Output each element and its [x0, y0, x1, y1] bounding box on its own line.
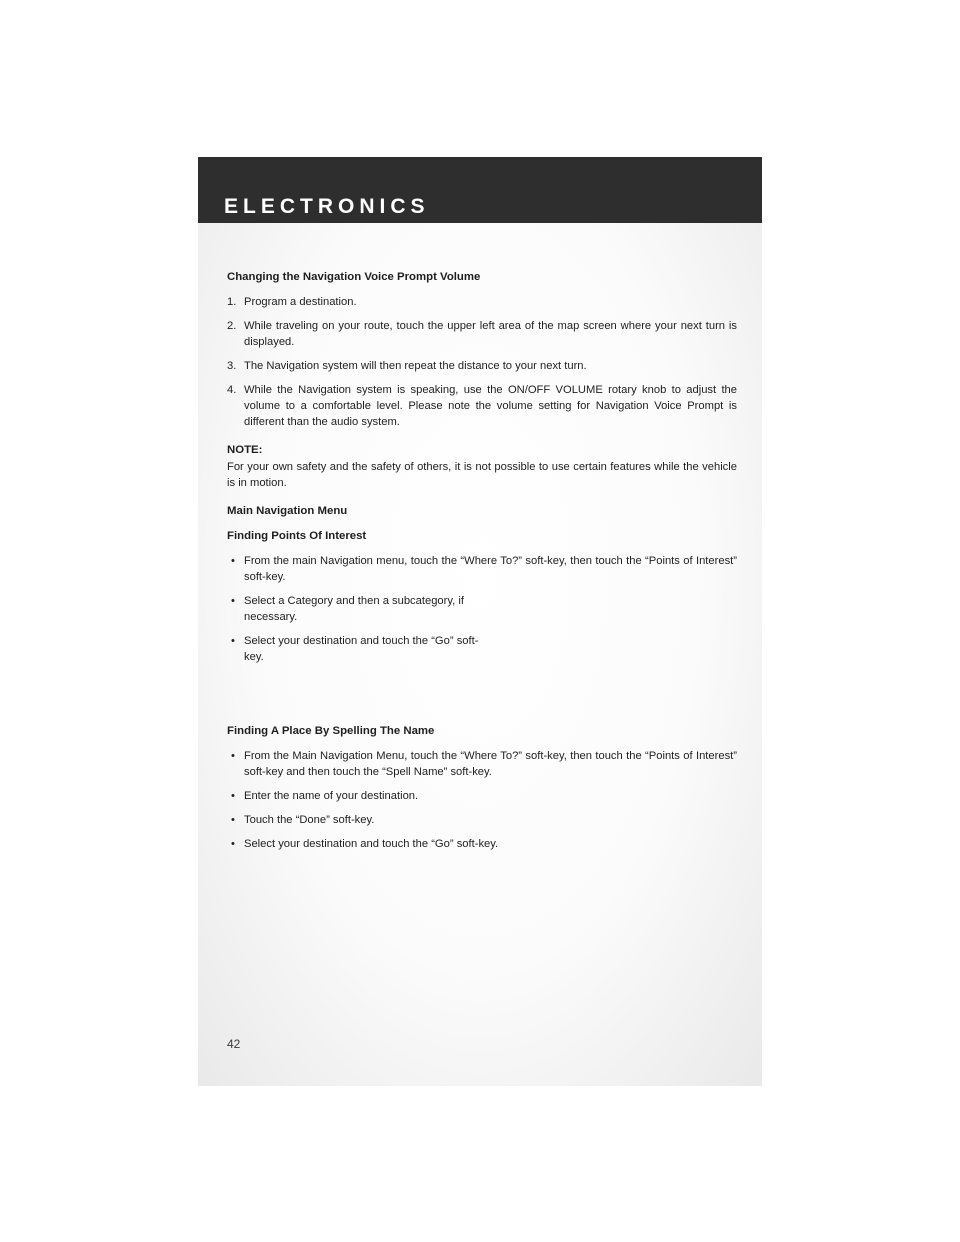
points-of-interest-heading: Finding Points Of Interest: [227, 530, 367, 542]
step-text: Program a destination.: [244, 296, 357, 308]
step-number: 3.: [227, 360, 237, 372]
list-item: • Select your destination and touch the “Go” soft-key.: [227, 836, 737, 852]
list-item: • From the main Navigation menu, touch the “Where To?” soft-key, then touch the “Points of Interest” soft-key.: [227, 553, 737, 585]
list-item: • From the Main Navigation Menu, touch the “Where To?” soft-key, then touch the “Points of Interest” soft-key and then touch the “Spell Name” soft-key.: [227, 748, 737, 780]
list-item: • Enter the name of your destination.: [227, 788, 737, 804]
spell-name-heading: Finding A Place By Spelling The Name: [227, 725, 435, 737]
step-text: While the Navigation system is speaking, use the ON/OFF VOLUME rotary knob to adjust the volume to a comfortable level. Please note the volume setting for Navigation Voice Prompt is different than the audio system.: [244, 384, 737, 428]
step-number: 1.: [227, 296, 237, 308]
step-number: 4.: [227, 384, 237, 396]
page-number: 42: [227, 1037, 241, 1051]
page-content: [227, 269, 737, 860]
step-item: [227, 382, 737, 430]
section-title: ELECTRONICS: [224, 195, 430, 218]
manual-page: [198, 157, 762, 1086]
image-placeholder-space: [227, 673, 737, 723]
step-item: [227, 294, 737, 310]
note-label: NOTE:: [227, 444, 263, 456]
list-item: • Select your destination and touch the “Go” soft-key.: [227, 633, 494, 665]
step-item: [227, 358, 737, 374]
step-text: While traveling on your route, touch the upper left area of the map screen where your next turn is displayed.: [244, 320, 737, 348]
section-header-bar: [198, 157, 762, 223]
list-item: • Touch the “Done” soft-key.: [227, 812, 737, 828]
step-number: 2.: [227, 320, 237, 332]
step-text: The Navigation system will then repeat the distance to your next turn.: [244, 360, 587, 372]
voice-prompt-heading: Changing the Navigation Voice Prompt Volume: [227, 271, 481, 283]
list-item: • Select a Category and then a subcategory, if necessary.: [227, 593, 494, 625]
note-text: For your own safety and the safety of others, it is not possible to use certain features while the vehicle is in motion.: [227, 461, 737, 489]
step-item: [227, 318, 737, 350]
main-menu-heading: Main Navigation Menu: [227, 505, 348, 517]
